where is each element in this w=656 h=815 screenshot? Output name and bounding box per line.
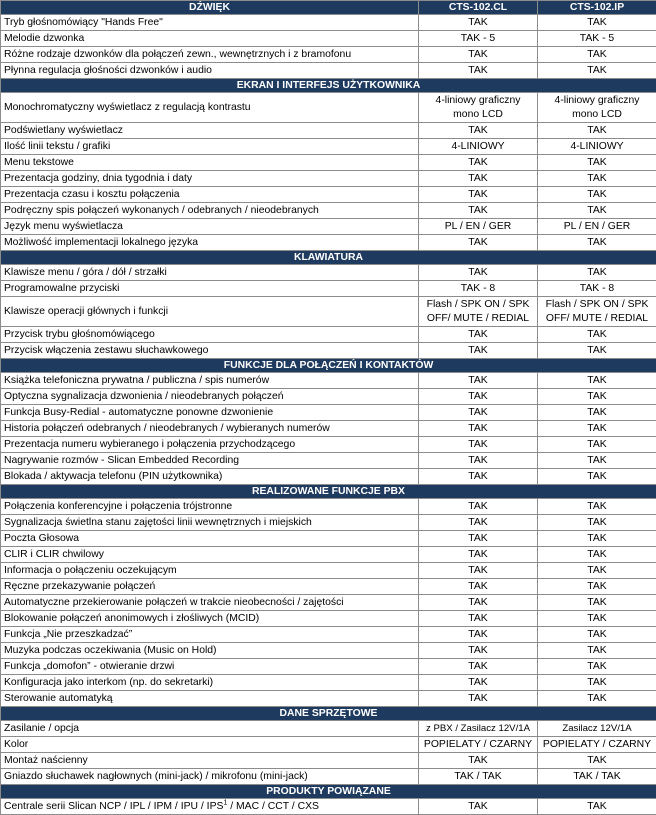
value-cts-102-cl: TAK bbox=[419, 611, 538, 627]
table-row bbox=[1, 499, 656, 515]
table-row bbox=[1, 437, 656, 453]
table-row bbox=[1, 547, 656, 563]
feature-cell: Możliwość implementacji lokalnego języka bbox=[1, 235, 419, 251]
table-row bbox=[1, 63, 656, 79]
table-row bbox=[1, 627, 656, 643]
feature-cell: Blokada / aktywacja telefonu (PIN użytkownika) bbox=[1, 469, 419, 485]
value-cts-102-cl: TAK bbox=[419, 327, 538, 343]
value-cts-102-ip: 4-LINIOWY bbox=[538, 139, 656, 155]
value-cts-102-cl: TAK bbox=[419, 437, 538, 453]
value-cts-102-cl: TAK bbox=[419, 63, 538, 79]
table-row bbox=[1, 203, 656, 219]
value-cts-102-ip: POPIELATY / CZARNY bbox=[538, 737, 656, 753]
feature-cell: Prezentacja godziny, dnia tygodnia i daty bbox=[1, 171, 419, 187]
feature-cell: Ręczne przekazywanie połączeń bbox=[1, 579, 419, 595]
value-cts-102-ip: TAK bbox=[538, 389, 656, 405]
value-cts-102-ip: TAK bbox=[538, 547, 656, 563]
table-row bbox=[1, 579, 656, 595]
table-row bbox=[1, 171, 656, 187]
feature-cell: Muzyka podczas oczekiwania (Music on Hold) bbox=[1, 643, 419, 659]
feature-cell: Podręczny spis połączeń wykonanych / odebranych / nieodebranych bbox=[1, 203, 419, 219]
table-row bbox=[1, 281, 656, 297]
value-cts-102-ip: TAK bbox=[538, 611, 656, 627]
table-row bbox=[1, 327, 656, 343]
value-cts-102-cl: TAK / TAK bbox=[419, 769, 538, 785]
value-cts-102-ip: TAK bbox=[538, 531, 656, 547]
value-cts-102-ip: TAK bbox=[538, 453, 656, 469]
value-cts-102-cl: TAK bbox=[419, 753, 538, 769]
table-row bbox=[1, 373, 656, 389]
value-cts-102-ip: TAK bbox=[538, 579, 656, 595]
feature-cell: Historia połączeń odebranych / nieodebranych / wybieranych numerów bbox=[1, 421, 419, 437]
feature-cell: Optyczna sygnalizacja dzwonienia / nieodebranych połączeń bbox=[1, 389, 419, 405]
value-cts-102-ip: TAK - 5 bbox=[538, 31, 656, 47]
section-header bbox=[1, 251, 656, 265]
value-cts-102-cl: TAK bbox=[419, 675, 538, 691]
table-header bbox=[1, 1, 656, 15]
value-cts-102-cl: TAK bbox=[419, 373, 538, 389]
value-cts-102-cl: 4-liniowy graficzny mono LCD bbox=[419, 93, 538, 123]
value-cts-102-cl: TAK bbox=[419, 405, 538, 421]
value-cts-102-cl: TAK bbox=[419, 547, 538, 563]
table-row bbox=[1, 139, 656, 155]
feature-cell: Połączenia konferencyjne i połączenia trójstronne bbox=[1, 499, 419, 515]
value-cts-102-ip: TAK - 8 bbox=[538, 281, 656, 297]
feature-cell: Przycisk włączenia zestawu słuchawkowego bbox=[1, 343, 419, 359]
feature-cell: Prezentacja numeru wybieranego i połączenia przychodzącego bbox=[1, 437, 419, 453]
value-cts-102-cl: TAK bbox=[419, 643, 538, 659]
feature-cell: Funkcja „Nie przeszkadzać” bbox=[1, 627, 419, 643]
value-cts-102-ip: TAK bbox=[538, 15, 656, 31]
table-row bbox=[1, 389, 656, 405]
value-cts-102-cl: TAK bbox=[419, 171, 538, 187]
section-header bbox=[1, 707, 656, 721]
feature-cell: Konfiguracja jako interkom (np. do sekretarki) bbox=[1, 675, 419, 691]
value-cts-102-cl: TAK bbox=[419, 265, 538, 281]
value-cts-102-ip: TAK bbox=[538, 675, 656, 691]
feature-cell: Różne rodzaje dzwonków dla połączeń zewn., wewnętrznych i z bramofonu bbox=[1, 47, 419, 63]
feature-cell: Kolor bbox=[1, 737, 419, 753]
feature-cell: Melodie dzwonka bbox=[1, 31, 419, 47]
section-header-sound: DŹWIĘK bbox=[1, 1, 419, 15]
section-title: FUNKCJE DLA POŁĄCZEŃ I KONTAKTÓW bbox=[1, 359, 656, 373]
value-cts-102-cl: TAK bbox=[419, 499, 538, 515]
table-row bbox=[1, 643, 656, 659]
feature-cell: Funkcja „domofon” - otwieranie drzwi bbox=[1, 659, 419, 675]
feature-cell: Przycisk trybu głośnomówiącego bbox=[1, 327, 419, 343]
table-row bbox=[1, 47, 656, 63]
value-cts-102-ip: TAK bbox=[538, 373, 656, 389]
table-row bbox=[1, 155, 656, 171]
value-cts-102-cl: TAK bbox=[419, 389, 538, 405]
value-cts-102-ip: TAK bbox=[538, 515, 656, 531]
value-cts-102-ip: TAK bbox=[538, 405, 656, 421]
value-cts-102-ip: TAK bbox=[538, 799, 656, 815]
value-cts-102-cl: 4-LINIOWY bbox=[419, 139, 538, 155]
table-row bbox=[1, 187, 656, 203]
value-cts-102-ip: TAK bbox=[538, 691, 656, 707]
feature-cell: Montaż naścienny bbox=[1, 753, 419, 769]
value-cts-102-ip: TAK bbox=[538, 563, 656, 579]
feature-label: Centrale serii Slican NCP / IPL / IPM / IPU / IPS bbox=[4, 801, 223, 812]
value-cts-102-cl: TAK bbox=[419, 563, 538, 579]
feature-cell: Klawisze operacji głównych i funkcji bbox=[1, 297, 419, 327]
value-cts-102-cl: TAK bbox=[419, 469, 538, 485]
table-row bbox=[1, 659, 656, 675]
table-row bbox=[1, 297, 656, 327]
feature-cell bbox=[1, 799, 419, 815]
value-cts-102-ip: TAK bbox=[538, 659, 656, 675]
section-header bbox=[1, 485, 656, 499]
feature-cell: Podświetlany wyświetlacz bbox=[1, 123, 419, 139]
value-cts-102-cl: TAK - 8 bbox=[419, 281, 538, 297]
value-cts-102-ip: TAK bbox=[538, 47, 656, 63]
value-cts-102-cl: TAK bbox=[419, 343, 538, 359]
value-cts-102-cl: TAK bbox=[419, 799, 538, 815]
table-row bbox=[1, 343, 656, 359]
value-cts-102-ip: TAK bbox=[538, 235, 656, 251]
value-cts-102-cl: Flash / SPK ON / SPK OFF/ MUTE / REDIAL bbox=[419, 297, 538, 327]
table-row bbox=[1, 405, 656, 421]
section-title: REALIZOWANE FUNKCJE PBX bbox=[1, 485, 656, 499]
section-title: PRODUKTY POWIĄZANE bbox=[1, 785, 656, 799]
value-cts-102-cl: PL / EN / GER bbox=[419, 219, 538, 235]
value-cts-102-cl: TAK bbox=[419, 203, 538, 219]
feature-cell: Funkcja Busy-Redial - automatyczne ponowne dzwonienie bbox=[1, 405, 419, 421]
section-title: EKRAN I INTERFEJS UŻYTKOWNIKA bbox=[1, 79, 656, 93]
table-row bbox=[1, 219, 656, 235]
table-row bbox=[1, 753, 656, 769]
value-cts-102-cl: TAK bbox=[419, 515, 538, 531]
feature-cell: Sterowanie automatyką bbox=[1, 691, 419, 707]
value-cts-102-ip: TAK bbox=[538, 499, 656, 515]
value-cts-102-cl: TAK bbox=[419, 235, 538, 251]
value-cts-102-ip: Zasilacz 12V/1A bbox=[538, 721, 656, 737]
value-cts-102-ip: 4-liniowy graficzny mono LCD bbox=[538, 93, 656, 123]
feature-cell: Menu tekstowe bbox=[1, 155, 419, 171]
value-cts-102-cl: POPIELATY / CZARNY bbox=[419, 737, 538, 753]
table-row bbox=[1, 721, 656, 737]
value-cts-102-ip: TAK / TAK bbox=[538, 769, 656, 785]
table-row bbox=[1, 531, 656, 547]
value-cts-102-cl: TAK bbox=[419, 691, 538, 707]
feature-cell: Język menu wyświetlacza bbox=[1, 219, 419, 235]
value-cts-102-ip: TAK bbox=[538, 63, 656, 79]
value-cts-102-ip: TAK bbox=[538, 327, 656, 343]
footnote-marker: 1 bbox=[223, 799, 227, 806]
table-row bbox=[1, 15, 656, 31]
feature-cell: Programowalne przyciski bbox=[1, 281, 419, 297]
value-cts-102-ip: TAK bbox=[538, 469, 656, 485]
table-row bbox=[1, 563, 656, 579]
feature-cell: Klawisze menu / góra / dół / strzałki bbox=[1, 265, 419, 281]
value-cts-102-cl: TAK bbox=[419, 659, 538, 675]
value-cts-102-cl: TAK bbox=[419, 155, 538, 171]
table-row bbox=[1, 515, 656, 531]
table-row bbox=[1, 421, 656, 437]
feature-cell: Nagrywanie rozmów - Slican Embedded Recording bbox=[1, 453, 419, 469]
feature-cell: Sygnalizacja świetlna stanu zajętości linii wewnętrznych i miejskich bbox=[1, 515, 419, 531]
table-row bbox=[1, 769, 656, 785]
value-cts-102-ip: TAK bbox=[538, 123, 656, 139]
value-cts-102-cl: TAK bbox=[419, 595, 538, 611]
value-cts-102-ip: TAK bbox=[538, 595, 656, 611]
feature-cell: Zasilanie / opcja bbox=[1, 721, 419, 737]
value-cts-102-cl: TAK bbox=[419, 531, 538, 547]
table-row bbox=[1, 799, 656, 815]
value-cts-102-cl: TAK - 5 bbox=[419, 31, 538, 47]
feature-cell: Płynna regulacja głośności dzwonków i audio bbox=[1, 63, 419, 79]
value-cts-102-ip: TAK bbox=[538, 155, 656, 171]
table-row bbox=[1, 611, 656, 627]
table-row bbox=[1, 691, 656, 707]
value-cts-102-cl: TAK bbox=[419, 15, 538, 31]
table-row bbox=[1, 595, 656, 611]
value-cts-102-ip: TAK bbox=[538, 643, 656, 659]
feature-cell: CLIR i CLIR chwilowy bbox=[1, 547, 419, 563]
value-cts-102-ip: TAK bbox=[538, 437, 656, 453]
feature-cell: Prezentacja czasu i kosztu połączenia bbox=[1, 187, 419, 203]
table-row bbox=[1, 31, 656, 47]
feature-cell: Blokowanie połączeń anonimowych i złośliwych (MCID) bbox=[1, 611, 419, 627]
table-row bbox=[1, 737, 656, 753]
table-row bbox=[1, 93, 656, 123]
table-row bbox=[1, 675, 656, 691]
column-header-cts-102-ip: CTS-102.IP bbox=[538, 1, 656, 15]
value-cts-102-cl: TAK bbox=[419, 187, 538, 203]
value-cts-102-ip: TAK bbox=[538, 171, 656, 187]
table-row bbox=[1, 123, 656, 139]
value-cts-102-ip: TAK bbox=[538, 753, 656, 769]
feature-label-tail: / MAC / CCT / CXS bbox=[227, 801, 319, 812]
value-cts-102-ip: TAK bbox=[538, 265, 656, 281]
value-cts-102-ip: PL / EN / GER bbox=[538, 219, 656, 235]
value-cts-102-cl: TAK bbox=[419, 579, 538, 595]
section-header bbox=[1, 79, 656, 93]
table-row bbox=[1, 235, 656, 251]
value-cts-102-ip: TAK bbox=[538, 627, 656, 643]
value-cts-102-cl: z PBX / Zasilacz 12V/1A bbox=[419, 721, 538, 737]
value-cts-102-cl: TAK bbox=[419, 421, 538, 437]
table-row bbox=[1, 469, 656, 485]
value-cts-102-ip: TAK bbox=[538, 421, 656, 437]
value-cts-102-cl: TAK bbox=[419, 453, 538, 469]
feature-cell: Informacja o połączeniu oczekującym bbox=[1, 563, 419, 579]
table-row bbox=[1, 265, 656, 281]
value-cts-102-ip: TAK bbox=[538, 343, 656, 359]
feature-cell: Poczta Głosowa bbox=[1, 531, 419, 547]
table-row bbox=[1, 453, 656, 469]
column-header-cts-102-cl: CTS-102.CL bbox=[419, 1, 538, 15]
value-cts-102-cl: TAK bbox=[419, 123, 538, 139]
feature-cell: Gniazdo słuchawek nagłownych (mini-jack) / mikrofonu (mini-jack) bbox=[1, 769, 419, 785]
value-cts-102-cl: TAK bbox=[419, 627, 538, 643]
feature-cell: Książka telefoniczna prywatna / publiczna / spis numerów bbox=[1, 373, 419, 389]
section-header bbox=[1, 785, 656, 799]
section-header bbox=[1, 359, 656, 373]
feature-cell: Monochromatyczny wyświetlacz z regulacją kontrastu bbox=[1, 93, 419, 123]
feature-cell: Tryb głośnomówiący "Hands Free" bbox=[1, 15, 419, 31]
value-cts-102-ip: TAK bbox=[538, 203, 656, 219]
value-cts-102-cl: TAK bbox=[419, 47, 538, 63]
section-title: DANE SPRZĘTOWE bbox=[1, 707, 656, 721]
value-cts-102-ip: TAK bbox=[538, 187, 656, 203]
section-title: KLAWIATURA bbox=[1, 251, 656, 265]
value-cts-102-ip: Flash / SPK ON / SPK OFF/ MUTE / REDIAL bbox=[538, 297, 656, 327]
feature-cell: Ilość linii tekstu / grafiki bbox=[1, 139, 419, 155]
feature-cell: Automatyczne przekierowanie połączeń w trakcie nieobecności / zajętości bbox=[1, 595, 419, 611]
